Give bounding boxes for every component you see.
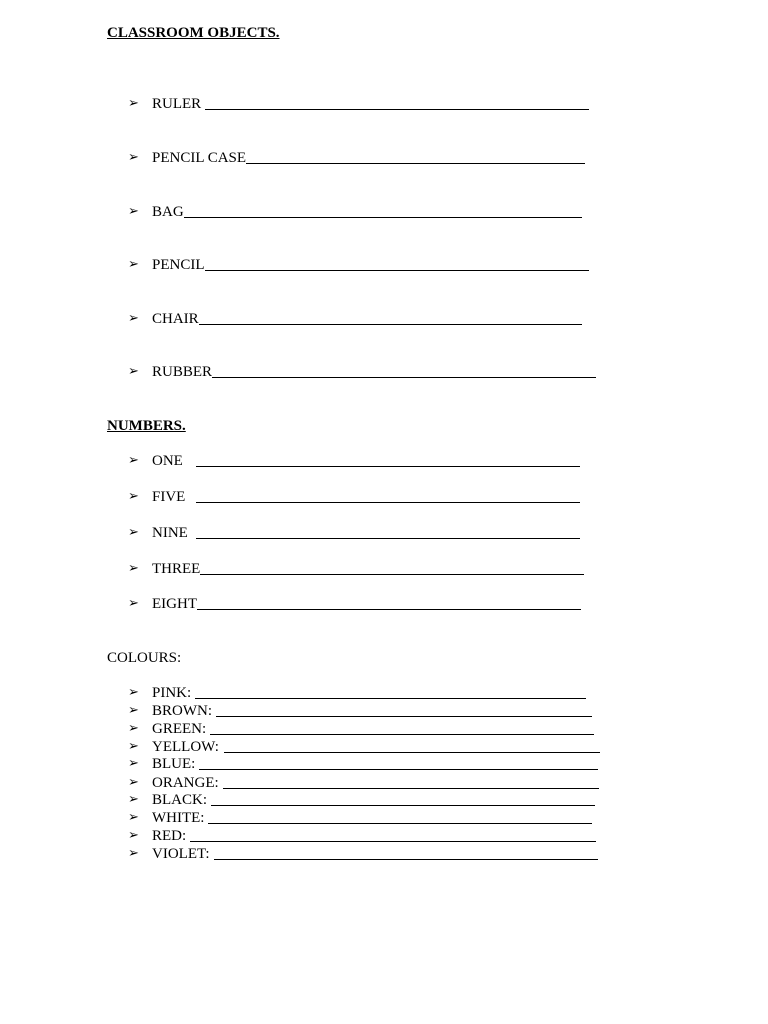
item-label: BROWN: bbox=[152, 703, 212, 719]
item-label: BAG bbox=[152, 204, 184, 220]
item-label: RULER bbox=[152, 96, 202, 112]
arrow-bullet-icon: ➢ bbox=[128, 561, 139, 576]
arrow-bullet-icon: ➢ bbox=[128, 364, 139, 379]
item-label: PINK: bbox=[152, 685, 192, 701]
answer-line[interactable] bbox=[196, 466, 580, 467]
answer-line[interactable] bbox=[184, 217, 582, 218]
arrow-bullet-icon: ➢ bbox=[128, 810, 139, 825]
item-label: BLACK: bbox=[152, 792, 208, 808]
item-label: YELLOW: bbox=[152, 739, 219, 755]
answer-line[interactable] bbox=[214, 859, 598, 860]
arrow-bullet-icon: ➢ bbox=[128, 685, 139, 700]
classroom-objects-heading: CLASSROOM OBJECTS. bbox=[107, 25, 280, 41]
item-label: PENCIL CASE bbox=[152, 150, 247, 166]
arrow-bullet-icon: ➢ bbox=[128, 525, 139, 540]
arrow-bullet-icon: ➢ bbox=[128, 257, 139, 272]
answer-line[interactable] bbox=[200, 574, 584, 575]
item-label: PENCIL bbox=[152, 257, 205, 273]
answer-line[interactable] bbox=[205, 109, 589, 110]
item-label: ORANGE: bbox=[152, 775, 219, 791]
arrow-bullet-icon: ➢ bbox=[128, 489, 139, 504]
arrow-bullet-icon: ➢ bbox=[128, 846, 139, 861]
item-label: BLUE: bbox=[152, 756, 196, 772]
answer-line[interactable] bbox=[216, 716, 592, 717]
item-label: RUBBER bbox=[152, 364, 213, 380]
answer-line[interactable] bbox=[197, 609, 581, 610]
colours-heading: COLOURS: bbox=[107, 650, 182, 666]
answer-line[interactable] bbox=[246, 163, 585, 164]
item-label: WHITE: bbox=[152, 810, 205, 826]
arrow-bullet-icon: ➢ bbox=[128, 721, 139, 736]
arrow-bullet-icon: ➢ bbox=[128, 311, 139, 326]
arrow-bullet-icon: ➢ bbox=[128, 792, 139, 807]
numbers-heading: NUMBERS. bbox=[107, 418, 186, 434]
answer-line[interactable] bbox=[199, 769, 598, 770]
item-label: THREE bbox=[152, 561, 201, 577]
arrow-bullet-icon: ➢ bbox=[128, 453, 139, 468]
arrow-bullet-icon: ➢ bbox=[128, 596, 139, 611]
item-label: EIGHT bbox=[152, 596, 197, 612]
item-label: VIOLET: bbox=[152, 846, 210, 862]
answer-line[interactable] bbox=[195, 698, 586, 699]
arrow-bullet-icon: ➢ bbox=[128, 775, 139, 790]
arrow-bullet-icon: ➢ bbox=[128, 828, 139, 843]
answer-line[interactable] bbox=[190, 841, 596, 842]
item-label: CHAIR bbox=[152, 311, 199, 327]
item-label: RED: bbox=[152, 828, 187, 844]
answer-line[interactable] bbox=[212, 377, 596, 378]
answer-line[interactable] bbox=[208, 823, 592, 824]
answer-line[interactable] bbox=[196, 502, 580, 503]
arrow-bullet-icon: ➢ bbox=[128, 756, 139, 771]
arrow-bullet-icon: ➢ bbox=[128, 739, 139, 754]
answer-line[interactable] bbox=[199, 324, 582, 325]
answer-line[interactable] bbox=[210, 734, 594, 735]
arrow-bullet-icon: ➢ bbox=[128, 150, 139, 165]
arrow-bullet-icon: ➢ bbox=[128, 204, 139, 219]
arrow-bullet-icon: ➢ bbox=[128, 703, 139, 718]
answer-line[interactable] bbox=[205, 270, 589, 271]
answer-line[interactable] bbox=[211, 805, 595, 806]
answer-line[interactable] bbox=[224, 752, 600, 753]
arrow-bullet-icon: ➢ bbox=[128, 96, 139, 111]
item-label: ONE bbox=[152, 453, 183, 469]
item-label: FIVE bbox=[152, 489, 186, 505]
item-label: GREEN: bbox=[152, 721, 207, 737]
answer-line[interactable] bbox=[196, 538, 580, 539]
answer-line[interactable] bbox=[223, 788, 599, 789]
item-label: NINE bbox=[152, 525, 188, 541]
